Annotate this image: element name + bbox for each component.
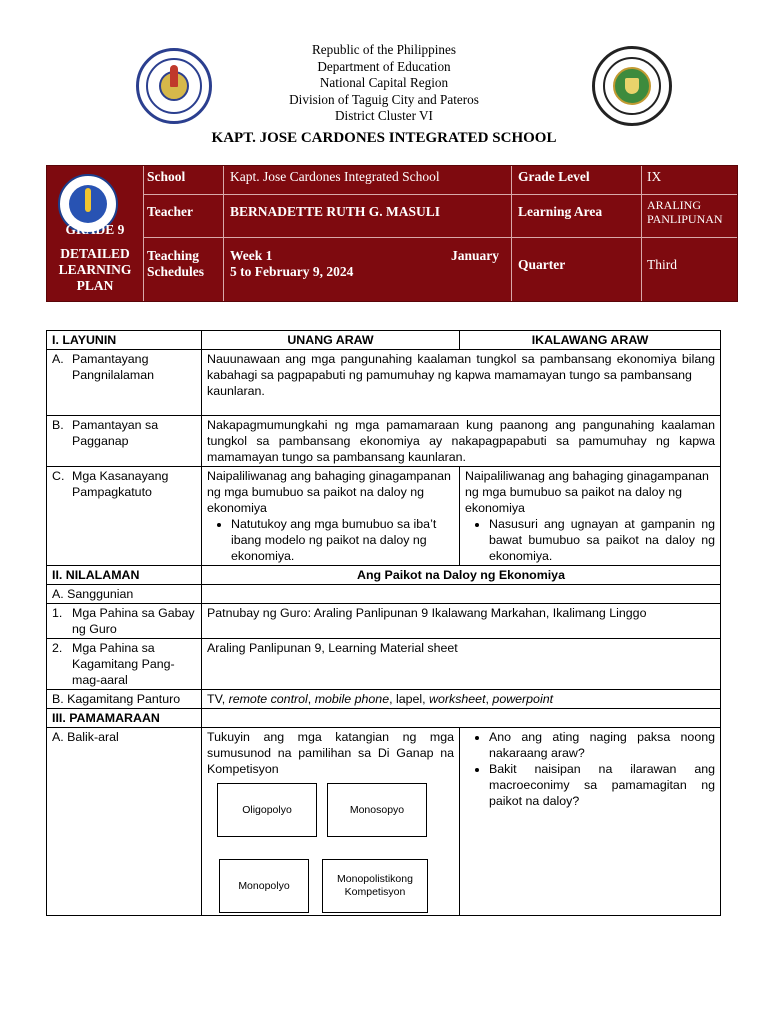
teacher-value: BERNADETTE RUTH G. MASULI (230, 204, 441, 219)
list-item: • Nasusuri ang ugnayan at gampanin ng bawat bumubuo sa paikot na daloy ng ekonomiya. (489, 516, 715, 564)
table-row (47, 416, 721, 467)
box-monosopyo: Monosopyo (327, 783, 427, 837)
nilalaman-topic: Ang Paikot na Daloy ng Ekonomiya (202, 566, 721, 585)
learning-area-label: Learning Area (518, 204, 603, 219)
grade-label: GRADE 9 (65, 222, 125, 237)
quarter-value: Third (647, 257, 677, 272)
header-line-department: Department of Education (317, 58, 451, 74)
box-oligopolyo: Oligopolyo (217, 783, 317, 837)
table-row (47, 350, 721, 416)
ref2-label: Mga Pahina sa Kagamitang Pang-mag-aaral (72, 641, 175, 687)
table-row (47, 604, 721, 639)
balik-aral-day1: Tukuyin ang mga katangian ng mga sumusunod na pamilihan sa Di Ganap na Kompetisyon Oligopolyo Monosopyo Monopolyo Monopolistikong Kompetisyon (202, 728, 460, 916)
box-monopolyo: Monopolyo (219, 859, 309, 913)
sanggunian-label: A. Sanggunian (47, 585, 202, 604)
table-row (47, 331, 721, 350)
pamantayang-pangnilalaman-text: Nauunawaan ang mga pangunahing kaalaman tungkol sa pambansang ekonomiya bilang kabahagi sa pagpapabuti ng pamumuhay ng kapwa mamamayan tungo sa pambansang kaunlaran. (202, 350, 721, 416)
ref2-text: Araling Panlipunan 9, Learning Material sheet (202, 639, 721, 690)
table-row (47, 639, 721, 690)
table-row (47, 709, 721, 728)
kagamitan-text: TV, remote control, mobile phone, lapel, worksheet, powerpoint (202, 690, 721, 709)
unang-araw-header: UNANG ARAW (202, 331, 460, 350)
row-label: B. Pamantayan sa Pagganap (47, 416, 202, 467)
document-header (0, 42, 768, 146)
list-item: • Ano ang ating naging paksa noong nakaraang araw? (489, 729, 715, 761)
box-monopolistikong-kompetisyon: Monopolistikong Kompetisyon (322, 859, 428, 913)
ref1-text: Patnubay ng Guro: Araling Panlipunan 9 Ikalawang Markahan, Ikalimang Linggo (202, 604, 721, 639)
table-row (47, 728, 721, 916)
ikalawang-araw-header: IKALAWANG ARAW (460, 331, 721, 350)
header-line-republic: Republic of the Philippines (312, 42, 456, 57)
ref1-label: Mga Pahina sa Gabay ng Guro (72, 606, 195, 636)
plan-info-banner (46, 165, 738, 302)
kagamitan-label: B. Kagamitang Panturo (47, 690, 202, 709)
row-label: A. Pamantayang Pangnilalaman (47, 350, 202, 416)
kasanayang-pampagkatuto-label: Mga Kasanayang Pampagkatuto (72, 469, 169, 499)
table-row (47, 690, 721, 709)
pamantayang-pangnilalaman-label: Pamantayang Pangnilalaman (72, 352, 154, 382)
grade-level-value: IX (647, 169, 662, 184)
list-item: • Bakit naisipan na ilarawan ang macroeconimy sa pamamagitan ng paikot na daloy? (489, 761, 715, 809)
layunin-header: I. LAYUNIN (47, 331, 202, 350)
sanggunian-cell (202, 585, 721, 604)
school-title: KAPT. JOSE CARDONES INTEGRATED SCHOOL (211, 129, 557, 146)
nilalaman-label: II. NILALAMAN (47, 566, 202, 585)
pamamaraan-label: III. PAMAMARAAN (47, 709, 202, 728)
week-line2: 5 to February 9, 2024 (230, 264, 354, 279)
pamantayan-sa-pagganap-text: Nakapagmumungkahi ng mga pamamaraan kung paanong ang pangunahing kaalaman tungkol sa pambansang ekonomiya ay nakapagpapabuti sa pamumuhay ng kapwa mamamayan tungo sa pambansang kaunlaran. (202, 416, 721, 467)
school-value: Kapt. Jose Cardones Integrated School (230, 169, 440, 184)
table-row (47, 566, 721, 585)
table-row (47, 585, 721, 604)
kasanayan-day1: Naipaliliwanag ang bahaging ginagampanan ng mga bumubuo sa paikot na daloy ng ekonomiya • Natutukoy ang mga bumubuo sa iba’t ibang modelo ng paikot na daloy ng ekonomiya. (202, 467, 460, 566)
torch-icon (85, 188, 91, 212)
lesson-plan-table (46, 330, 721, 916)
kasanayan-day2: Naipaliliwanag ang bahaging ginagampanan ng mga bumubuo sa paikot na daloy ng ekonomiya • Nasusuri ang ugnayan at gampanin ng bawat bumubuo sa paikot na daloy ng ekonomiya. (460, 467, 721, 566)
list-item: • Natutukoy ang mga bumubuo sa iba’t ibang modelo ng paikot na daloy ng ekonomiya. (231, 516, 454, 564)
school-label: School (147, 169, 186, 184)
table-row (47, 467, 721, 566)
teacher-label: Teacher (147, 204, 193, 219)
week-line1-right: January (451, 248, 500, 263)
quarter-label: Quarter (518, 257, 566, 272)
grade-level-label: Grade Level (518, 169, 590, 184)
week-line1: Week 1 (230, 248, 273, 263)
row-label: C. Mga Kasanayang Pampagkatuto (47, 467, 202, 566)
balik-aral-day2 (460, 728, 721, 916)
schedules-label: Teaching Schedules (147, 248, 205, 279)
pamantayan-sa-pagganap-label: Pamantayan sa Pagganap (72, 418, 159, 448)
header-line-division: Division of Taguig City and Pateros (289, 91, 479, 107)
header-line-region: National Capital Region (319, 75, 449, 90)
plan-type: DETAILED LEARNING PLAN (58, 246, 132, 293)
row-label: 2. Mga Pahina sa Kagamitang Pang-mag-aaral (47, 639, 202, 690)
balik-aral-label: A. Balik-aral (47, 728, 202, 916)
pamamaraan-cell (202, 709, 721, 728)
learning-area-value: ARALING PANLIPUNAN (647, 198, 723, 226)
header-line-district: District Cluster VI (335, 108, 433, 123)
row-label: 1. Mga Pahina sa Gabay ng Guro (47, 604, 202, 639)
